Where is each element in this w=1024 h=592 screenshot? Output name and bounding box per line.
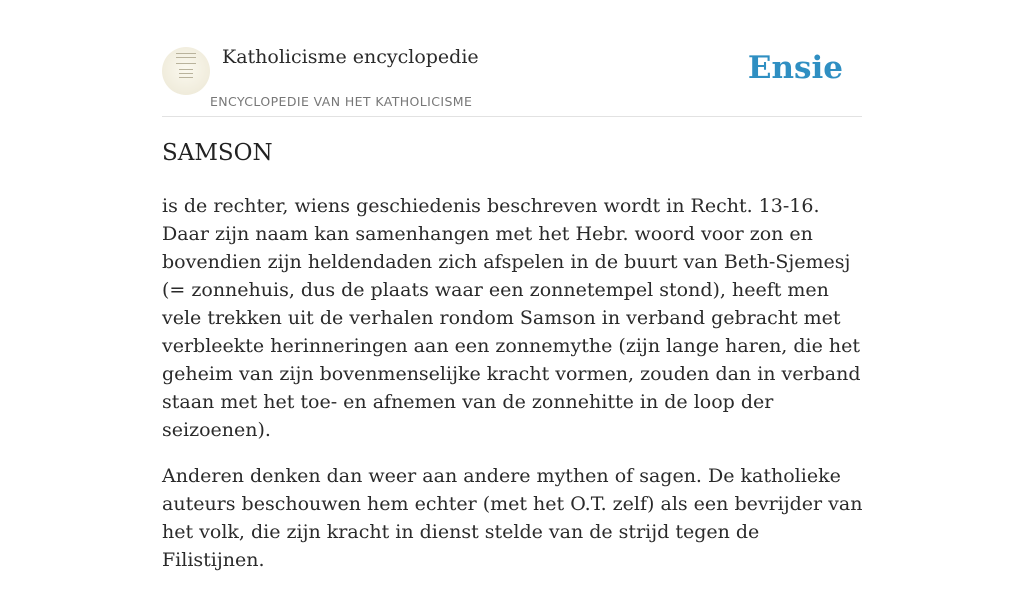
article-paragraph: Anderen denken dan weer aan andere mythen of sagen. De katholieke auteurs beschouwen hem echter (met het O.T. zelf) als een bevrijder van het volk, die zijn kracht in dienst stelde van de strijd tegen de Filistijnen. xyxy=(162,465,863,571)
site-subtitle: ENCYCLOPEDIE VAN HET KATHOLICISME xyxy=(210,94,473,109)
ensie-brand-link[interactable]: Ensie xyxy=(747,50,843,86)
site-header xyxy=(162,0,862,117)
article-paragraph: is de rechter, wiens geschiedenis beschreven wordt in Recht. 13-16. Daar zijn naam kan samenhangen met het Hebr. woord voor zon en bovendien zijn heldendaden zich afspelen in de buurt van Beth-Sjemesj (= zonnehuis, dus de plaats waar een zonnetempel stond), heeft men vele trekken uit de verhalen rondom Samson in verband gebracht met verbleekte herinneringen aan een zonnemythe (zijn lange haren, die het geheim van zijn bovenmenselijke kracht vormen, zouden dan in verband staan met het toe- en afnemen van de zonnehitte in de loop der seizoenen). xyxy=(162,195,861,441)
site-title[interactable]: Katholicisme encyclopedie xyxy=(222,46,479,68)
article-title: SAMSON xyxy=(162,140,273,166)
encyclopedia-logo-icon[interactable] xyxy=(162,47,210,95)
article-body xyxy=(162,192,864,592)
